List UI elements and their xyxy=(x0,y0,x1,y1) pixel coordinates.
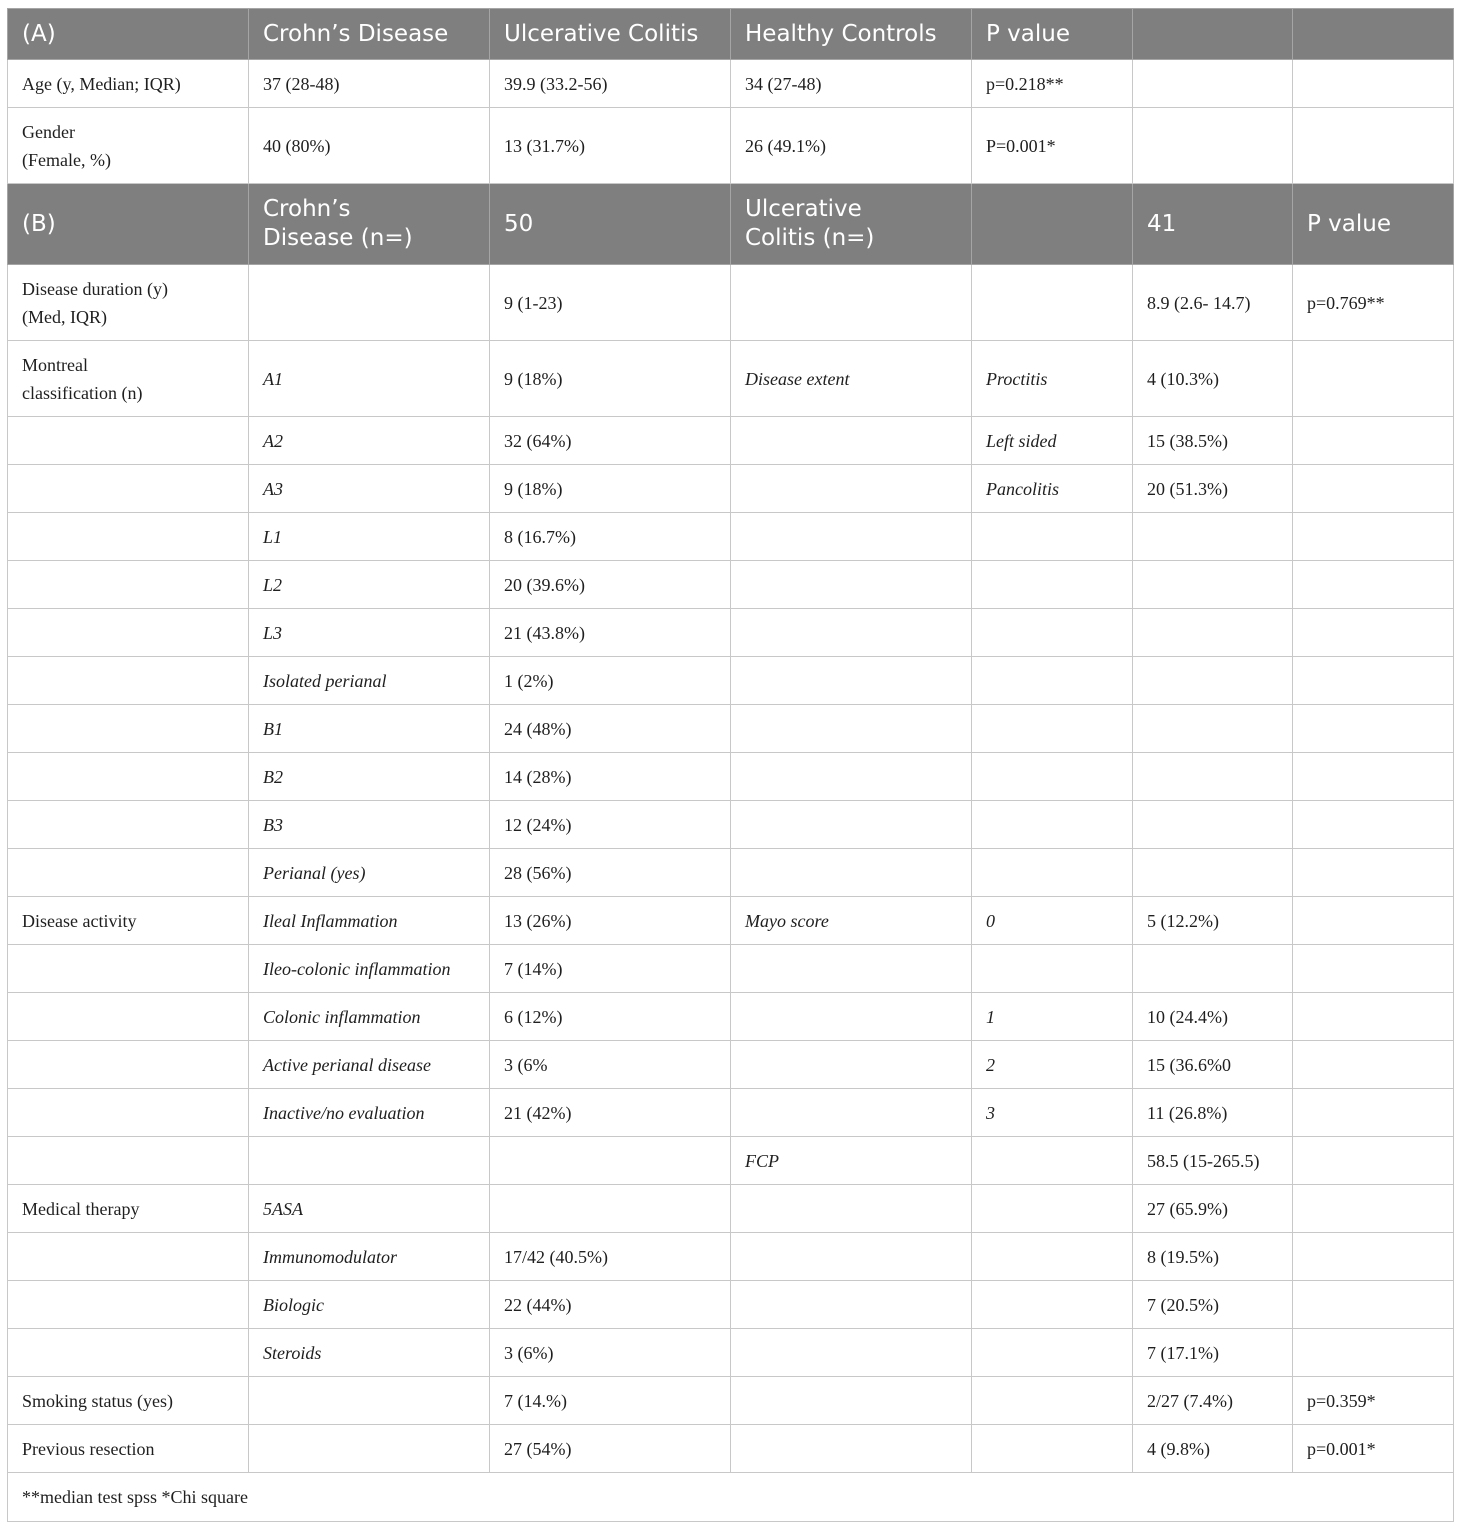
table-row xyxy=(8,609,1454,657)
table-cell xyxy=(249,1425,490,1473)
table-cell: 4 (9.8%) xyxy=(1133,1425,1293,1473)
table-cell xyxy=(972,513,1133,561)
table-row xyxy=(8,341,1454,417)
table-cell: 21 (42%) xyxy=(490,1089,731,1137)
table-cell: 5ASA xyxy=(249,1185,490,1233)
table-row xyxy=(8,108,1454,184)
table-cell xyxy=(8,1233,249,1281)
table-cell xyxy=(1293,1041,1454,1089)
header-cell: Crohn’s Disease xyxy=(249,9,490,60)
table-row xyxy=(8,1089,1454,1137)
patient-characteristics-table xyxy=(7,8,1454,1522)
table-cell: 40 (80%) xyxy=(249,108,490,184)
table-cell: A3 xyxy=(249,465,490,513)
table-cell: 14 (28%) xyxy=(490,753,731,801)
header-cell: Healthy Controls xyxy=(731,9,972,60)
header-cell: 50 xyxy=(490,184,731,265)
table-cell: 7 (17.1%) xyxy=(1133,1329,1293,1377)
table-cell: 17/42 (40.5%) xyxy=(490,1233,731,1281)
table-cell xyxy=(1133,753,1293,801)
table-cell: 7 (14%) xyxy=(490,945,731,993)
header-cell: Crohn’s Disease (n=) xyxy=(249,184,490,265)
table-cell xyxy=(1293,1089,1454,1137)
table-cell: 21 (43.8%) xyxy=(490,609,731,657)
table-cell xyxy=(972,753,1133,801)
table-cell: 15 (36.6%0 xyxy=(1133,1041,1293,1089)
header-cell: Ulcerative Colitis xyxy=(490,9,731,60)
table-cell: Previous resection xyxy=(8,1425,249,1473)
table-cell: 8 (16.7%) xyxy=(490,513,731,561)
table-row xyxy=(8,1281,1454,1329)
table-cell xyxy=(1293,1233,1454,1281)
table-cell xyxy=(1293,108,1454,184)
table-cell xyxy=(1293,897,1454,945)
table-cell: Ileo-colonic inflammation xyxy=(249,945,490,993)
table-cell xyxy=(1293,417,1454,465)
table-cell xyxy=(8,417,249,465)
table-cell xyxy=(1293,609,1454,657)
table-cell: 15 (38.5%) xyxy=(1133,417,1293,465)
table-cell xyxy=(731,417,972,465)
table-cell xyxy=(1133,60,1293,108)
table-cell xyxy=(972,1281,1133,1329)
table-cell xyxy=(731,561,972,609)
table-cell: 24 (48%) xyxy=(490,705,731,753)
table-cell: Biologic xyxy=(249,1281,490,1329)
table-cell: Age (y, Median; IQR) xyxy=(8,60,249,108)
header-cell: (B) xyxy=(8,184,249,265)
table-cell: 26 (49.1%) xyxy=(731,108,972,184)
table-cell: p=0.769** xyxy=(1293,265,1454,341)
table-cell xyxy=(1293,705,1454,753)
table-cell: L1 xyxy=(249,513,490,561)
table-cell xyxy=(731,993,972,1041)
table-cell: p=0.359* xyxy=(1293,1377,1454,1425)
table-cell: Ileal Inflammation xyxy=(249,897,490,945)
table-cell xyxy=(972,265,1133,341)
table-cell xyxy=(731,1377,972,1425)
table-cell xyxy=(731,753,972,801)
table-cell: Disease extent xyxy=(731,341,972,417)
table-cell xyxy=(1133,513,1293,561)
header-cell: (A) xyxy=(8,9,249,60)
table-cell: 13 (31.7%) xyxy=(490,108,731,184)
table-cell: Pancolitis xyxy=(972,465,1133,513)
table-cell xyxy=(1293,1329,1454,1377)
table-cell xyxy=(8,1329,249,1377)
table-cell xyxy=(731,1089,972,1137)
table-cell: 39.9 (33.2-56) xyxy=(490,60,731,108)
table-cell: Disease duration (y) (Med, IQR) xyxy=(8,265,249,341)
table-row xyxy=(8,1137,1454,1185)
table-cell: Medical therapy xyxy=(8,1185,249,1233)
table-cell xyxy=(972,705,1133,753)
header-cell xyxy=(1293,9,1454,60)
table-cell xyxy=(1133,561,1293,609)
table-cell xyxy=(1293,753,1454,801)
table-cell: 5 (12.2%) xyxy=(1133,897,1293,945)
table-cell xyxy=(1133,657,1293,705)
table-cell xyxy=(731,1233,972,1281)
section-b-header-row xyxy=(8,184,1454,265)
table-cell: 27 (54%) xyxy=(490,1425,731,1473)
table-cell: Active perianal disease xyxy=(249,1041,490,1089)
table-cell xyxy=(1133,609,1293,657)
table-cell xyxy=(490,1185,731,1233)
table-cell: 1 (2%) xyxy=(490,657,731,705)
table-cell xyxy=(1133,801,1293,849)
table-cell xyxy=(8,1281,249,1329)
table-cell xyxy=(490,1137,731,1185)
table-cell xyxy=(249,1377,490,1425)
table-row xyxy=(8,513,1454,561)
table-cell xyxy=(972,1185,1133,1233)
table-row xyxy=(8,1377,1454,1425)
table-cell xyxy=(972,1329,1133,1377)
table-cell: Left sided xyxy=(972,417,1133,465)
table-cell: 9 (18%) xyxy=(490,465,731,513)
table-cell: FCP xyxy=(731,1137,972,1185)
table-cell: 32 (64%) xyxy=(490,417,731,465)
table-cell xyxy=(8,657,249,705)
table-row xyxy=(8,60,1454,108)
table-cell: 0 xyxy=(972,897,1133,945)
table-cell: L2 xyxy=(249,561,490,609)
table-cell: Inactive/no evaluation xyxy=(249,1089,490,1137)
table-cell: 20 (39.6%) xyxy=(490,561,731,609)
table-cell xyxy=(972,1233,1133,1281)
table-cell: 6 (12%) xyxy=(490,993,731,1041)
header-cell xyxy=(1133,9,1293,60)
table-cell: Isolated perianal xyxy=(249,657,490,705)
table-cell xyxy=(731,265,972,341)
table-row xyxy=(8,945,1454,993)
table-cell xyxy=(1293,513,1454,561)
table-cell xyxy=(8,705,249,753)
table-cell xyxy=(1133,705,1293,753)
table-cell xyxy=(1293,657,1454,705)
table-cell xyxy=(731,945,972,993)
footnote-row xyxy=(8,1473,1454,1522)
table-body xyxy=(8,9,1454,1522)
table-cell: 34 (27-48) xyxy=(731,60,972,108)
table-cell xyxy=(972,945,1133,993)
table-cell xyxy=(1133,849,1293,897)
table-cell: A2 xyxy=(249,417,490,465)
table-cell: 2 xyxy=(972,1041,1133,1089)
table-cell: B2 xyxy=(249,753,490,801)
footnote: **median test spss *Chi square xyxy=(8,1473,1454,1522)
table-cell xyxy=(8,609,249,657)
table-cell: 4 (10.3%) xyxy=(1133,341,1293,417)
table-cell: 7 (14.%) xyxy=(490,1377,731,1425)
table-cell xyxy=(731,513,972,561)
table-cell: 11 (26.8%) xyxy=(1133,1089,1293,1137)
table-cell xyxy=(972,657,1133,705)
table-cell xyxy=(1293,60,1454,108)
table-cell: Disease activity xyxy=(8,897,249,945)
table-cell: 7 (20.5%) xyxy=(1133,1281,1293,1329)
table-cell xyxy=(731,1185,972,1233)
table-cell: 3 xyxy=(972,1089,1133,1137)
table-row xyxy=(8,417,1454,465)
table-cell xyxy=(8,1089,249,1137)
table-cell xyxy=(731,1041,972,1089)
table-cell xyxy=(731,465,972,513)
table-cell: Perianal (yes) xyxy=(249,849,490,897)
table-cell xyxy=(1133,108,1293,184)
table-row xyxy=(8,897,1454,945)
table-cell: B3 xyxy=(249,801,490,849)
table-cell xyxy=(8,1137,249,1185)
table-cell xyxy=(1133,945,1293,993)
table-cell xyxy=(1293,849,1454,897)
header-cell: Ulcerative Colitis (n=) xyxy=(731,184,972,265)
table-cell xyxy=(8,753,249,801)
table-row xyxy=(8,1329,1454,1377)
table-cell xyxy=(731,1329,972,1377)
table-cell xyxy=(1293,945,1454,993)
table-cell: 22 (44%) xyxy=(490,1281,731,1329)
table-cell: 8 (19.5%) xyxy=(1133,1233,1293,1281)
table-cell xyxy=(249,1137,490,1185)
table-row xyxy=(8,561,1454,609)
table-cell xyxy=(8,849,249,897)
table-cell xyxy=(1293,993,1454,1041)
header-cell xyxy=(972,184,1133,265)
table-cell: Gender (Female, %) xyxy=(8,108,249,184)
table-cell: Colonic inflammation xyxy=(249,993,490,1041)
table-row xyxy=(8,1041,1454,1089)
table-row xyxy=(8,465,1454,513)
table-cell: B1 xyxy=(249,705,490,753)
table-cell: 10 (24.4%) xyxy=(1133,993,1293,1041)
table-cell xyxy=(731,801,972,849)
table-cell xyxy=(8,513,249,561)
table-row xyxy=(8,753,1454,801)
section-a-header-row xyxy=(8,9,1454,60)
table-cell: 58.5 (15-265.5) xyxy=(1133,1137,1293,1185)
table-cell: Immunomodulator xyxy=(249,1233,490,1281)
table-cell xyxy=(972,849,1133,897)
table-cell xyxy=(1293,801,1454,849)
table-cell xyxy=(8,1041,249,1089)
table-cell: 8.9 (2.6- 14.7) xyxy=(1133,265,1293,341)
table-row xyxy=(8,705,1454,753)
table-cell xyxy=(731,657,972,705)
table-cell xyxy=(731,1425,972,1473)
table-cell: L3 xyxy=(249,609,490,657)
header-cell: P value xyxy=(972,9,1133,60)
table-cell xyxy=(1293,561,1454,609)
table-row xyxy=(8,993,1454,1041)
table-cell xyxy=(972,1377,1133,1425)
table-cell xyxy=(8,801,249,849)
table-row xyxy=(8,1425,1454,1473)
table-cell xyxy=(8,561,249,609)
table-cell: 3 (6%) xyxy=(490,1329,731,1377)
table-cell xyxy=(972,1425,1133,1473)
table-row xyxy=(8,265,1454,341)
table-cell: p=0.218** xyxy=(972,60,1133,108)
table-row xyxy=(8,1233,1454,1281)
table-cell: 9 (1-23) xyxy=(490,265,731,341)
header-cell: 41 xyxy=(1133,184,1293,265)
table-cell xyxy=(972,609,1133,657)
table-cell xyxy=(1293,1185,1454,1233)
table-cell: 37 (28-48) xyxy=(249,60,490,108)
table-cell: 27 (65.9%) xyxy=(1133,1185,1293,1233)
table-cell: Steroids xyxy=(249,1329,490,1377)
table-row xyxy=(8,1185,1454,1233)
table-cell: 3 (6% xyxy=(490,1041,731,1089)
table-cell xyxy=(731,1281,972,1329)
table-cell xyxy=(731,705,972,753)
table-cell xyxy=(8,993,249,1041)
table-cell: A1 xyxy=(249,341,490,417)
table-cell: 9 (18%) xyxy=(490,341,731,417)
table-cell: P=0.001* xyxy=(972,108,1133,184)
table-cell: 1 xyxy=(972,993,1133,1041)
table-cell xyxy=(972,1137,1133,1185)
table-cell xyxy=(1293,465,1454,513)
table-cell: 12 (24%) xyxy=(490,801,731,849)
table-cell: Montreal classification (n) xyxy=(8,341,249,417)
header-cell: P value xyxy=(1293,184,1454,265)
table-cell xyxy=(972,561,1133,609)
table-cell xyxy=(249,265,490,341)
table-cell xyxy=(8,945,249,993)
table-cell xyxy=(731,609,972,657)
table-cell xyxy=(1293,1281,1454,1329)
table-cell: Mayo score xyxy=(731,897,972,945)
table-cell: 13 (26%) xyxy=(490,897,731,945)
table-cell xyxy=(8,465,249,513)
table-cell: Proctitis xyxy=(972,341,1133,417)
table-cell xyxy=(1293,1137,1454,1185)
table-cell xyxy=(731,849,972,897)
table-cell: 28 (56%) xyxy=(490,849,731,897)
table-cell: 2/27 (7.4%) xyxy=(1133,1377,1293,1425)
table-cell xyxy=(1293,341,1454,417)
table-cell: Smoking status (yes) xyxy=(8,1377,249,1425)
table-cell xyxy=(972,801,1133,849)
table-row xyxy=(8,849,1454,897)
table-cell: p=0.001* xyxy=(1293,1425,1454,1473)
table-cell: 20 (51.3%) xyxy=(1133,465,1293,513)
table-row xyxy=(8,657,1454,705)
table-row xyxy=(8,801,1454,849)
